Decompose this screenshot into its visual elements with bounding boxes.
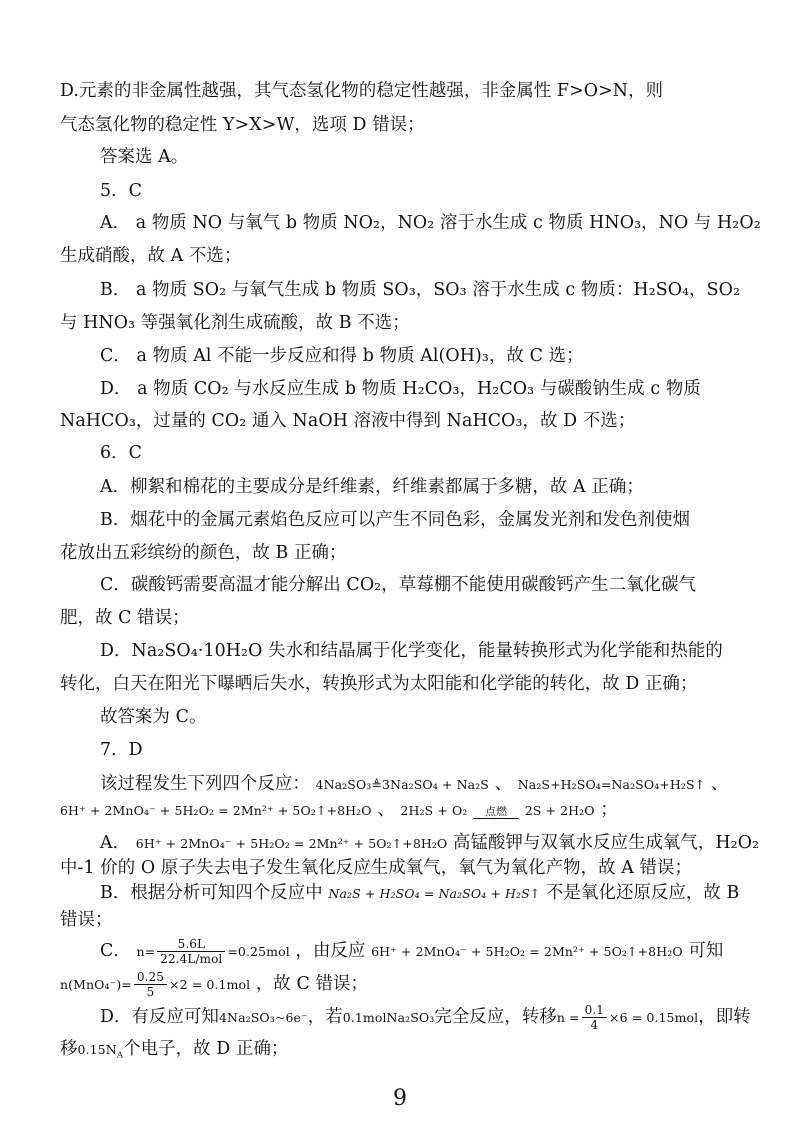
text-line: 气态氢化物的稳定性 Y>X>W，选项 D 错误； <box>60 115 425 135</box>
text-line: 生成硝酸，故 A 不选； <box>60 246 242 266</box>
text-line: B． a 物质 SO₂ 与氧气生成 b 物质 SO₃，SO₃ 溶于水生成 c 物质：H₂SO₄，SO₂ <box>100 280 741 300</box>
reaction-4-condition <box>473 806 519 819</box>
option-d-text: D．有反应可知 <box>100 1007 219 1027</box>
q7-intro-line <box>100 771 728 798</box>
option-label: A． <box>100 833 131 853</box>
text-line: B．烟花中的金属元素焰色反应可以产生不同色彩，金属发光剂和发色剂使烟 <box>100 510 691 530</box>
option-a-text: 高锰酸钾与双氧水反应生成氧气，H₂O₂ <box>453 833 760 853</box>
separator: ； <box>600 800 618 820</box>
text-line: 花放出五彩缤纷的颜色，故 B 正确； <box>60 543 347 563</box>
q7-option-d <box>100 1003 751 1032</box>
reaction-4-left: 2H₂S + O₂ <box>400 803 468 818</box>
formula: =0.25mol <box>227 944 290 959</box>
formula: n = <box>556 1010 580 1025</box>
option-c-text: 可知 <box>688 941 724 961</box>
fraction <box>582 1003 607 1032</box>
option-b-text: 不是氧化还原反应，故 B <box>546 883 740 903</box>
text-line: NaHCO₃，过量的 CO₂ 通入 NaOH 溶液中得到 NaHCO₃，故 D 不选； <box>60 411 636 431</box>
text-line: 肥，故 C 错误； <box>60 608 190 628</box>
formula: ×6 = 0.15mol <box>609 1010 699 1025</box>
text-line: A． a 物质 NO 与氧气 b 物质 NO₂，NO₂ 溶于水生成 c 物质 HNO₃，NO 与 H₂O₂ <box>100 213 761 233</box>
formula: $0.15N_A$ <box>77 1042 124 1061</box>
reaction-1: 4Na₂SO₃≜3Na₂SO₄ + Na₂S <box>315 777 489 792</box>
denominator: 22.4L/mol <box>160 952 223 966</box>
text-line: 错误； <box>60 910 113 930</box>
text-line: C． a 物质 Al 不能一步反应和得 b 物质 Al(OH)₃，故 C 选； <box>100 346 584 366</box>
option-d-equation: 4Na₂SO₃~6e⁻ <box>219 1010 308 1025</box>
text-line: D．Na₂SO₄·10H₂O 失水和结晶属于化学变化，能量转换形式为化学能和热能的 <box>100 641 723 661</box>
option-d-text: ，若 <box>307 1007 343 1027</box>
option-b-text: B．根据分析可知四个反应中 <box>100 883 323 903</box>
option-d-text: 个电子，故 D 正确； <box>123 1039 289 1059</box>
text-line: D.元素的非金属性越强，其气态氢化物的稳定性越强，非金属性 F>O>N，则 <box>60 81 664 101</box>
option-c-equation: 6H⁺ + 2MnO₄⁻ + 5H₂O₂ = 2Mn²⁺ + 5O₂↑+8H₂O <box>371 944 683 959</box>
question-number: 5．C <box>100 181 143 201</box>
denominator: 4 <box>590 1018 599 1032</box>
option-a-equation: 6H⁺ + 2MnO₄⁻ + 5H₂O₂ = 2Mn²⁺ + 5O₂↑+8H₂O <box>135 836 448 851</box>
q7-option-c <box>100 937 723 966</box>
text-line: D． a 物质 CO₂ 与水反应生成 b 物质 H₂CO₃，H₂CO₃ 与碳酸钠生成 c 物质 <box>100 379 701 399</box>
option-d-text: 完全反应，转移 <box>434 1007 557 1027</box>
option-d-amount: 0.1molNa₂SO₃ <box>342 1010 435 1025</box>
text-line: 与 HNO₃ 等强氧化剂生成硫酸，故 B 不选； <box>60 313 410 333</box>
reaction-arrow <box>473 818 519 819</box>
q7-reactions-line <box>60 797 618 824</box>
formula: n(MnO₄⁻)= <box>60 977 132 992</box>
separator: 、 <box>377 800 395 820</box>
fraction <box>157 937 225 966</box>
question-number: 7．D <box>100 740 143 760</box>
formula: n= <box>136 944 156 959</box>
q7-option-d-cont <box>60 1036 288 1063</box>
option-d-text: 移 <box>60 1039 78 1059</box>
text-line: A．柳絮和棉花的主要成分是纤维素，纤维素都属于多糖，故 A 正确； <box>100 477 644 497</box>
option-b-equation: Na₂S + H₂SO₄ = Na₂SO₄ + H₂S↑ <box>328 886 541 901</box>
condition-text: 点燃 <box>484 805 508 818</box>
question-number: 6．C <box>100 443 143 463</box>
denominator: 5 <box>146 985 155 999</box>
reaction-4-right: 2S + 2H₂O <box>524 803 595 818</box>
page-number: 9 <box>393 1086 407 1111</box>
option-c-text: ，由反应 <box>295 941 366 961</box>
text-line: C．碳酸钙需要高温才能分解出 CO₂，草莓棚不能使用碳酸钙产生二氧化碳气 <box>100 575 697 595</box>
numerator: 0.1 <box>582 1003 607 1018</box>
numerator: 0.25 <box>134 970 167 985</box>
option-c-text: ，故 C 错误； <box>255 974 368 994</box>
numerator: 5.6L <box>157 937 225 952</box>
q7-option-a <box>100 830 759 857</box>
option-d-text: ，即转 <box>698 1007 751 1027</box>
formula: ×2 = 0.1mol <box>169 977 251 992</box>
q7-option-b <box>100 880 739 907</box>
text-line: 转化，白天在阳光下曝晒后失水，转换形式为太阳能和化学能的转化，故 D 正确； <box>60 674 698 694</box>
text-line: 中-1 价的 O 原子失去电子发生氧化反应生成氧气，氧气为氧化产物，故 A 错误； <box>60 858 692 878</box>
q7-intro: 该过程发生下列四个反应： <box>100 774 310 794</box>
q7-option-c-cont <box>60 970 368 999</box>
text-line: 故答案为 C。 <box>100 707 207 727</box>
subscript: A <box>116 1050 124 1061</box>
fraction <box>134 970 167 999</box>
reaction-2: Na₂S+H₂SO₄=Na₂SO₄+H₂S↑ <box>517 777 706 792</box>
option-label: C． <box>100 941 131 961</box>
text-line: 答案选 A。 <box>100 147 189 167</box>
reaction-3: 6H⁺ + 2MnO₄⁻ + 5H₂O₂ = 2Mn²⁺ + 5O₂↑+8H₂O <box>60 803 372 818</box>
separator: 、 <box>710 774 729 794</box>
separator: 、 <box>494 774 513 794</box>
